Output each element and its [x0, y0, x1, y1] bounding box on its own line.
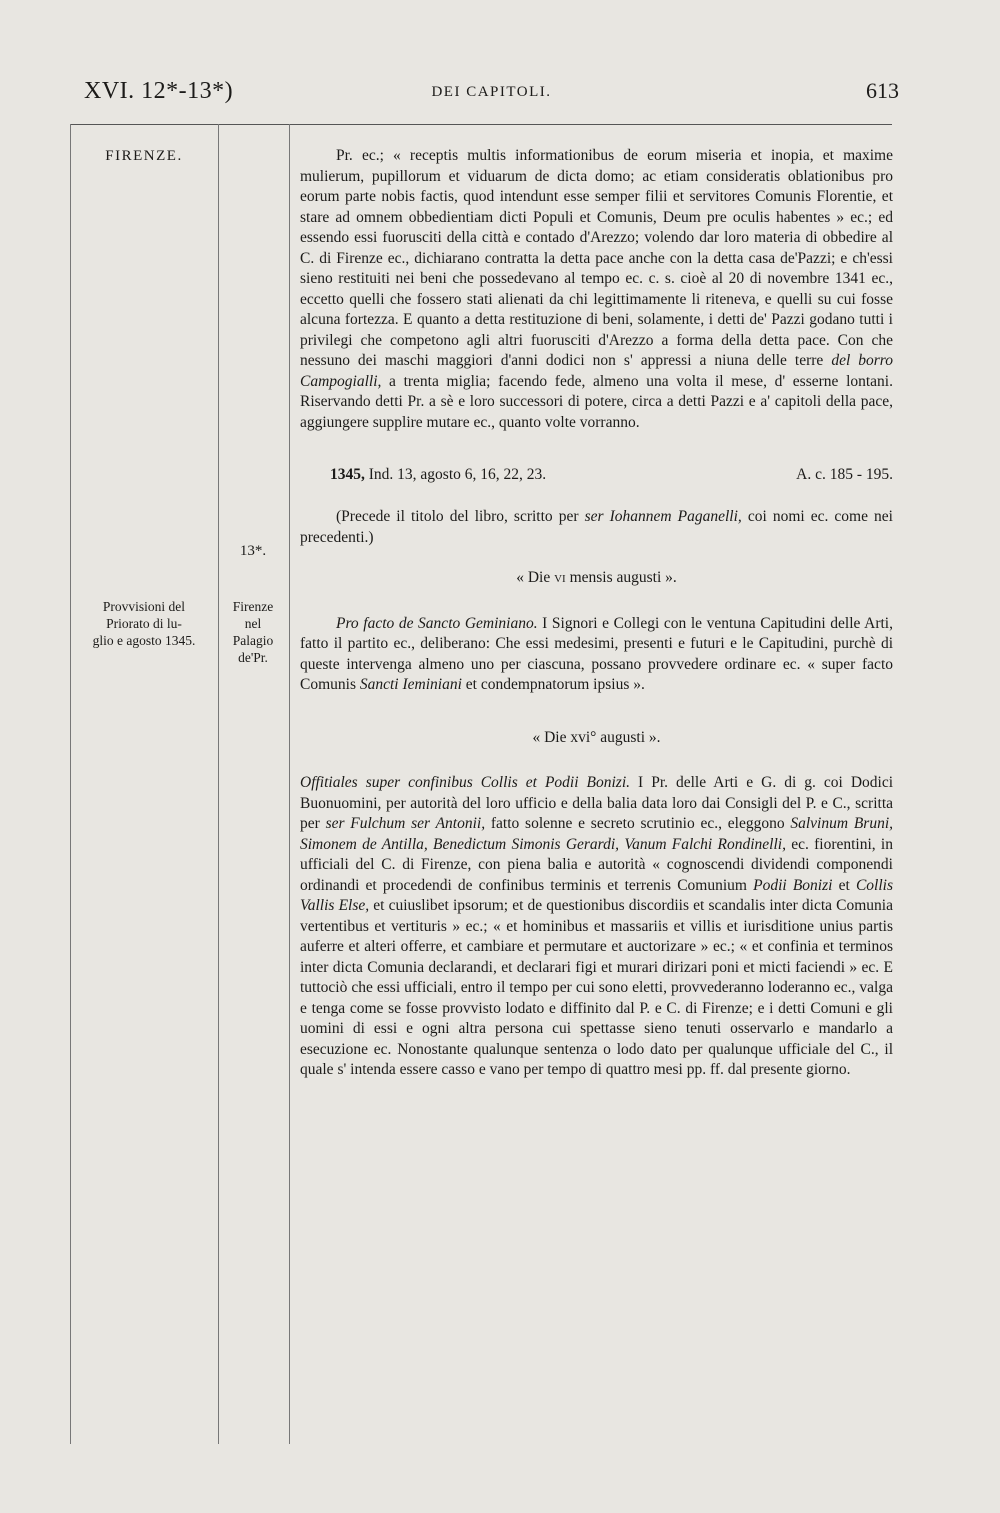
location-note	[220, 598, 286, 666]
place-name: Sancti Ieminiani	[359, 676, 462, 693]
location-line: nel	[244, 616, 262, 631]
column-rule-right	[289, 124, 290, 1444]
place-name: Podii Bonizi	[753, 876, 833, 894]
roman-numeral: vi	[554, 569, 566, 586]
source-note	[76, 598, 212, 649]
header-title: DEI CAPITOLI.	[431, 84, 552, 100]
officials-names: Salvinum Bruni, Simonem de Antilla, Benedictum Simonis Gerardi, Vanum Falchi Rondinelli,	[300, 815, 893, 853]
margin-place: FIRENZE.	[105, 148, 183, 164]
spacer	[300, 487, 893, 507]
register-reference: A. c. 185 - 195.	[796, 466, 893, 483]
location-line: de'Pr.	[238, 650, 268, 665]
spacer	[300, 696, 893, 728]
date-heading-xvi: « Die xvi° augusti ».	[532, 728, 661, 746]
source-line: Provvisioni del	[102, 599, 186, 614]
page-number: 613	[866, 78, 899, 103]
header-rule	[70, 124, 892, 125]
register-date: 1345, Ind. 13, agosto 6, 16, 22, 23.	[330, 466, 547, 483]
source-line: Priorato di lu-	[106, 616, 182, 631]
spacer	[300, 589, 893, 614]
date-heading-vi: « Die vi mensis augusti ».	[516, 569, 677, 586]
place-name: Collis Vallis Else,	[300, 876, 894, 914]
column-rule-middle	[218, 124, 219, 1444]
register-entry-line	[300, 465, 893, 487]
location-line: Palagio	[232, 633, 274, 648]
paragraph-title-note: (Precede il titolo del libro, scritto per ser Iohannem Paganelli, coi nomi ec. come nei precedenti.)	[300, 508, 893, 546]
spacer	[300, 433, 893, 465]
rubric-title: Pro facto de Sancto Geminiano.	[336, 614, 538, 632]
location-line: Firenze	[232, 599, 274, 614]
source-line: glio e agosto 1345.	[92, 633, 196, 648]
scribe-name: ser Fulchum ser Antonii,	[325, 815, 486, 832]
paragraph-confini: Offitiales super confinibus Collis et Podii Bonizi. I Pr. delle Arti e G. di g. coi Dodici Buonuomini, per autorità del loro ufficio e della balia data loro dai Consigli del P. e C., scritta per ser Fulchum ser Antonii, fatto solenne e secreto scrutinio ec., eleggono Salvinum Bruni, Simonem de Antilla, Benedictum Simonis Gerardi, Vanum Falchi Rondinelli, ec. fiorentini, in ufficiali del C. di Firenze, con piena balia e autorità « cognoscendi dividendi componendi ordinandi et procedendi de confinibus terminis et terrenis Comunium Podii Bonizi et Collis Vallis Else, et cuiuslibet ipsorum; et de questionibus discordiis et scandalis inter dicta Comunia vertentibus et vertituris » ec.; « et hominibus et massariis et villis et iurisditione unius partis auferre et alteri offerre, et cambiare et permutare et auctorizare » ec.; « et confinia et terminos inter dicta Comunia declarandi, et declarari figi et murari dirizari poni et micti faciendi » ec. E tuttociò che essi ufficiali, entro il tempo per cui sono eletti, provvederanno loderanno ec., valga e tenga come se fosse provvisto lodato e diffinito dal P. e C. di Firenze; e i detti Comuni e gli uomini di essi e ogni altra persona cui spettasse sieno tenuti osservarlo e mandarlo a esecuzione ec. Nonostante qualunque sentenza o lodo dato per qualunque ufficiale del C., il quale s' intenda essere casso e vano per tempo di quattro mesi pp. ff. dal presente giorno.	[300, 774, 894, 1078]
scribe-name: ser Iohannem Paganelli,	[584, 508, 742, 525]
paragraph-pazzi: Pr. ec.; « receptis multis informationibus de eorum miseria et inopia, et maxime mulierum, pupillorum et viduarum de dicta domo; ac etiam consideratis oblationibus pro eorum parte nobis factis, quod intendunt esse semper filii et servitores Comunis Florentie, et stare ad omnem obbedientiam dicti Populi et Comunis, Deum pre oculis habentes » ec.; ed essendo essi fuorusciti della città e contado d'Arezzo; volendo dar loro materia di obbedire al C. di Firenze ec., dichiarano contratta la detta pace anche con la detta casa de'Pazzi; e ch'essi sieno restituiti nei beni che possedevano al tempo ec. c. s. cioè al 20 di novembre 1341 ec., eccetto quelli che fossero stati alienati da chi legittimamente li riteneva, e quelli su cui fosse alcuna fortezza. E quanto a detta restituzione di beni, solamente, i detti de' Pazzi godano tutti i privilegi che competono agli altri fuorusciti d'Arezzo a forma della detta pace. Con che nessuno dei maschi maggiori d'anni dodici non s' appressi a niuna delle terre del borro Campogialli, a trenta miglia; facendo fede, almeno una volta il mese, d' esserne lontani. Riservando detti Pr. a sè e loro successori di potere, circa a detti Pazzi e a' capitoli della pace, aggiungere supplire mutare ec., quanto volte vorranno.	[300, 147, 893, 431]
spacer	[300, 748, 893, 773]
paragraph-san-gimignano: Pro facto de Sancto Geminiano. I Signori e Collegi con le ventuna Capitudini delle Arti, fatto il partito ec., deliberano: Che essi medesimi, presenti e futuri e le Capitudini, purchè di queste intervenga almeno uno per ciascuna, possano provvedere ordinare ec. « super facto Comunis Sancti Ieminiani et condempnatorum ipsius ».	[300, 614, 893, 693]
rubric-title: Offitiales super confinibus Collis et Podii Bonizi.	[300, 774, 631, 791]
spacer	[300, 548, 893, 568]
entry-number: 13*.	[239, 543, 267, 559]
place-name: del borro Campogialli,	[300, 352, 893, 390]
column-rule-left	[70, 124, 71, 1444]
running-header	[84, 78, 899, 114]
section-range: XVI. 12*-13*)	[84, 78, 234, 104]
register-year: 1345,	[330, 466, 365, 483]
main-text	[300, 146, 893, 1081]
